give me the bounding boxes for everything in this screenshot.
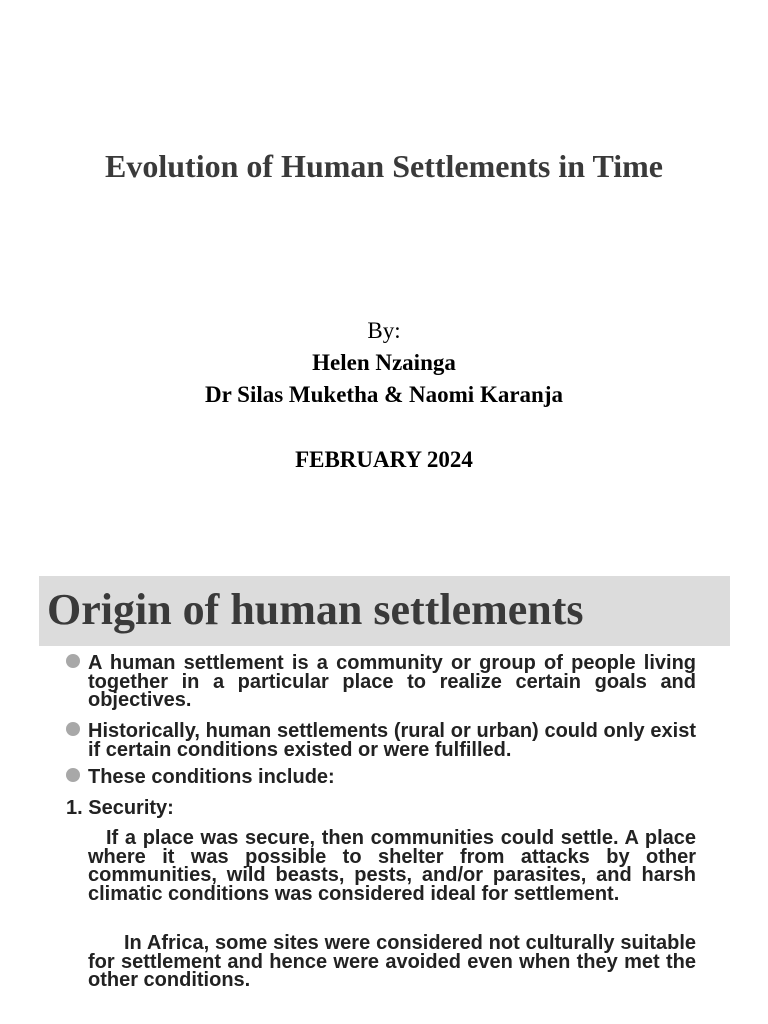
bullet-dot-icon	[66, 722, 80, 736]
paragraph-text: In Africa, some sites were considered not culturally suitable for settlement and hence were avoided even when they met the other conditions.	[88, 932, 696, 991]
numbered-heading-security: 1. Security:	[66, 797, 174, 819]
by-label: By:	[367, 318, 401, 343]
paragraph-security	[88, 829, 696, 903]
bullet-item	[66, 768, 696, 788]
author-secondary: Dr Silas Muketha & Naomi Karanja	[205, 382, 563, 407]
bullet-dot-icon	[66, 768, 80, 782]
paragraph-africa	[88, 934, 696, 990]
bullet-item	[66, 722, 696, 760]
slide-header-band	[39, 576, 730, 646]
paragraph-text: If a place was secure, then communities could settle. A place where it was possible to shelter from attacks by other communities, wild beasts, pests, and/or parasites, and harsh climatic conditions was considered ideal for settlement.	[88, 827, 696, 905]
author-primary: Helen Nzainga	[312, 350, 456, 375]
slide-heading: Origin of human settlements	[47, 585, 584, 634]
bullet-text: Historically, human settlements (rural or urban) could only exist if certain conditions existed or were fulfilled.	[88, 720, 696, 761]
bullet-text: These conditions include:	[88, 766, 335, 788]
presentation-title: Evolution of Human Settlements in Time	[105, 148, 663, 184]
bullet-text: A human settlement is a community or group of people living together in a particular place to realize certain goals and objectives.	[88, 652, 696, 711]
bullet-dot-icon	[66, 654, 80, 668]
bullet-item	[66, 654, 696, 710]
presentation-date: FEBRUARY 2024	[295, 447, 473, 472]
